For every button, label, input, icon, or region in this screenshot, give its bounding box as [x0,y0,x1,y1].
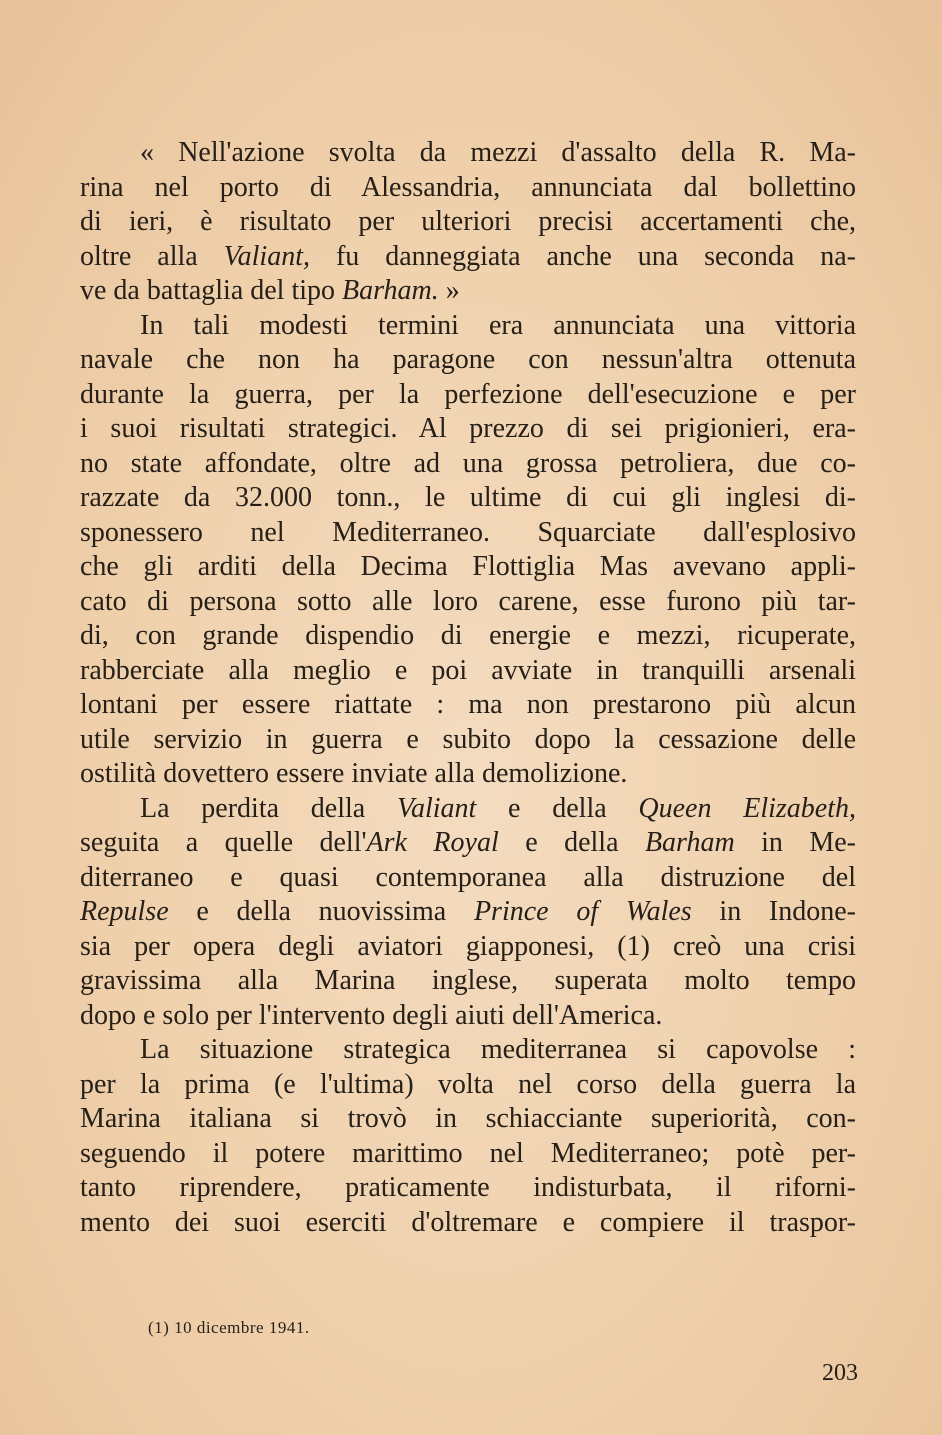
text-line: no state affondate, oltre ad una grossa petroliera, due co- [80,447,856,479]
text-line: « Nell'azione svolta da mezzi d'assalto della R. Ma- [140,137,856,168]
text-line: durante la guerra, per la perfezione dell'esecuzione e per [80,378,856,410]
text-line: lontani per essere riattate : ma non prestarono più alcun [80,689,856,720]
text-fragment: in Indone- [691,896,856,927]
text-fragment: fu danneggiata anche una seconda na- [310,240,856,272]
italic-ship-name: Queen Elizabeth, [638,792,857,824]
italic-ship-name: Ark Royal [366,827,499,858]
text-line: di ieri, è risultato per ulteriori precisi accertamenti che, [80,206,856,237]
text-line: i suoi risultati strategici. Al prezzo di sei prigionieri, era- [80,413,856,444]
text-fragment: oltre alla [80,240,224,272]
text-line: rina nel porto di Alessandria, annunciata dal bollettino [80,171,856,203]
text-line: sponessero nel Mediterraneo. Squarciate dall'esplosivo [80,516,856,548]
italic-ship-name: Prince of Wales [473,896,692,927]
text-line: sia per opera degli aviatori giapponesi, (1) creò una crisi [80,930,856,962]
text-line [80,792,856,827]
body-text [80,136,856,1240]
text-line: La situazione strategica mediterranea si capovolse : [140,1034,856,1065]
italic-ship-name: Barham [644,827,735,858]
page-number: 203 [822,1360,858,1386]
text-fragment: La perdita della [140,792,397,824]
text-line: Marina italiana si trovò in schiacciante superiorità, con- [80,1103,856,1134]
text-line: mento dei suoi eserciti d'oltremare e compiere il traspor- [80,1206,856,1238]
text-line: cato di persona sotto alle loro carene, esse furono più tar- [80,585,856,617]
text-line: navale che non ha paragone con nessun'altra ottenuta [80,344,856,375]
text-line [80,895,856,930]
text-line [80,826,856,861]
italic-ship-name: Valiant [396,792,477,824]
text-line: gravissima alla Marina inglese, superata molto tempo [80,965,856,996]
text-line: razzate da 32.000 tonn., le ultime di cui gli inglesi di- [80,482,856,513]
text-line: per la prima (e l'ultima) volta nel corso della guerra la [80,1068,856,1100]
text-line: dopo e solo per l'intervento degli aiuti dell'America. [80,999,663,1031]
text-line: di, con grande dispendio di energie e mezzi, ricuperate, [80,620,856,651]
footnote: (1) 10 dicembre 1941. [148,1318,310,1337]
italic-ship-name: Valiant, [223,240,310,272]
text-fragment: e della [476,792,639,824]
italic-ship-name: Barham. [342,275,439,306]
text-line: seguendo il potere marittimo nel Mediterraneo; potè per- [80,1137,856,1169]
text-fragment: in Me- [734,827,857,858]
italic-ship-name: Repulse [80,896,169,927]
text-line: tanto riprendere, praticamente indisturbata, il riforni- [80,1172,856,1203]
text-line: diterraneo e quasi contemporanea alla distruzione del [80,861,856,893]
text-fragment: e della nuovissima [168,896,474,927]
text-line: utile servizio in guerra e subito dopo la cessazione delle [80,723,856,755]
text-fragment: ve da battaglia del tipo [80,275,343,306]
text-fragment: e della [498,827,645,858]
text-line: che gli arditi della Decima Flottiglia Mas avevano appli- [80,551,856,582]
text-line: rabberciate alla meglio e poi avviate in tranquilli arsenali [80,654,856,686]
text-line [80,240,856,275]
text-line [80,274,856,309]
text-fragment: » [438,275,460,306]
text-line: ostilità dovettero essere inviate alla demolizione. [80,758,628,789]
text-line: In tali modesti termini era annunciata una vittoria [140,309,856,341]
text-fragment: seguita a quelle dell' [80,827,367,858]
